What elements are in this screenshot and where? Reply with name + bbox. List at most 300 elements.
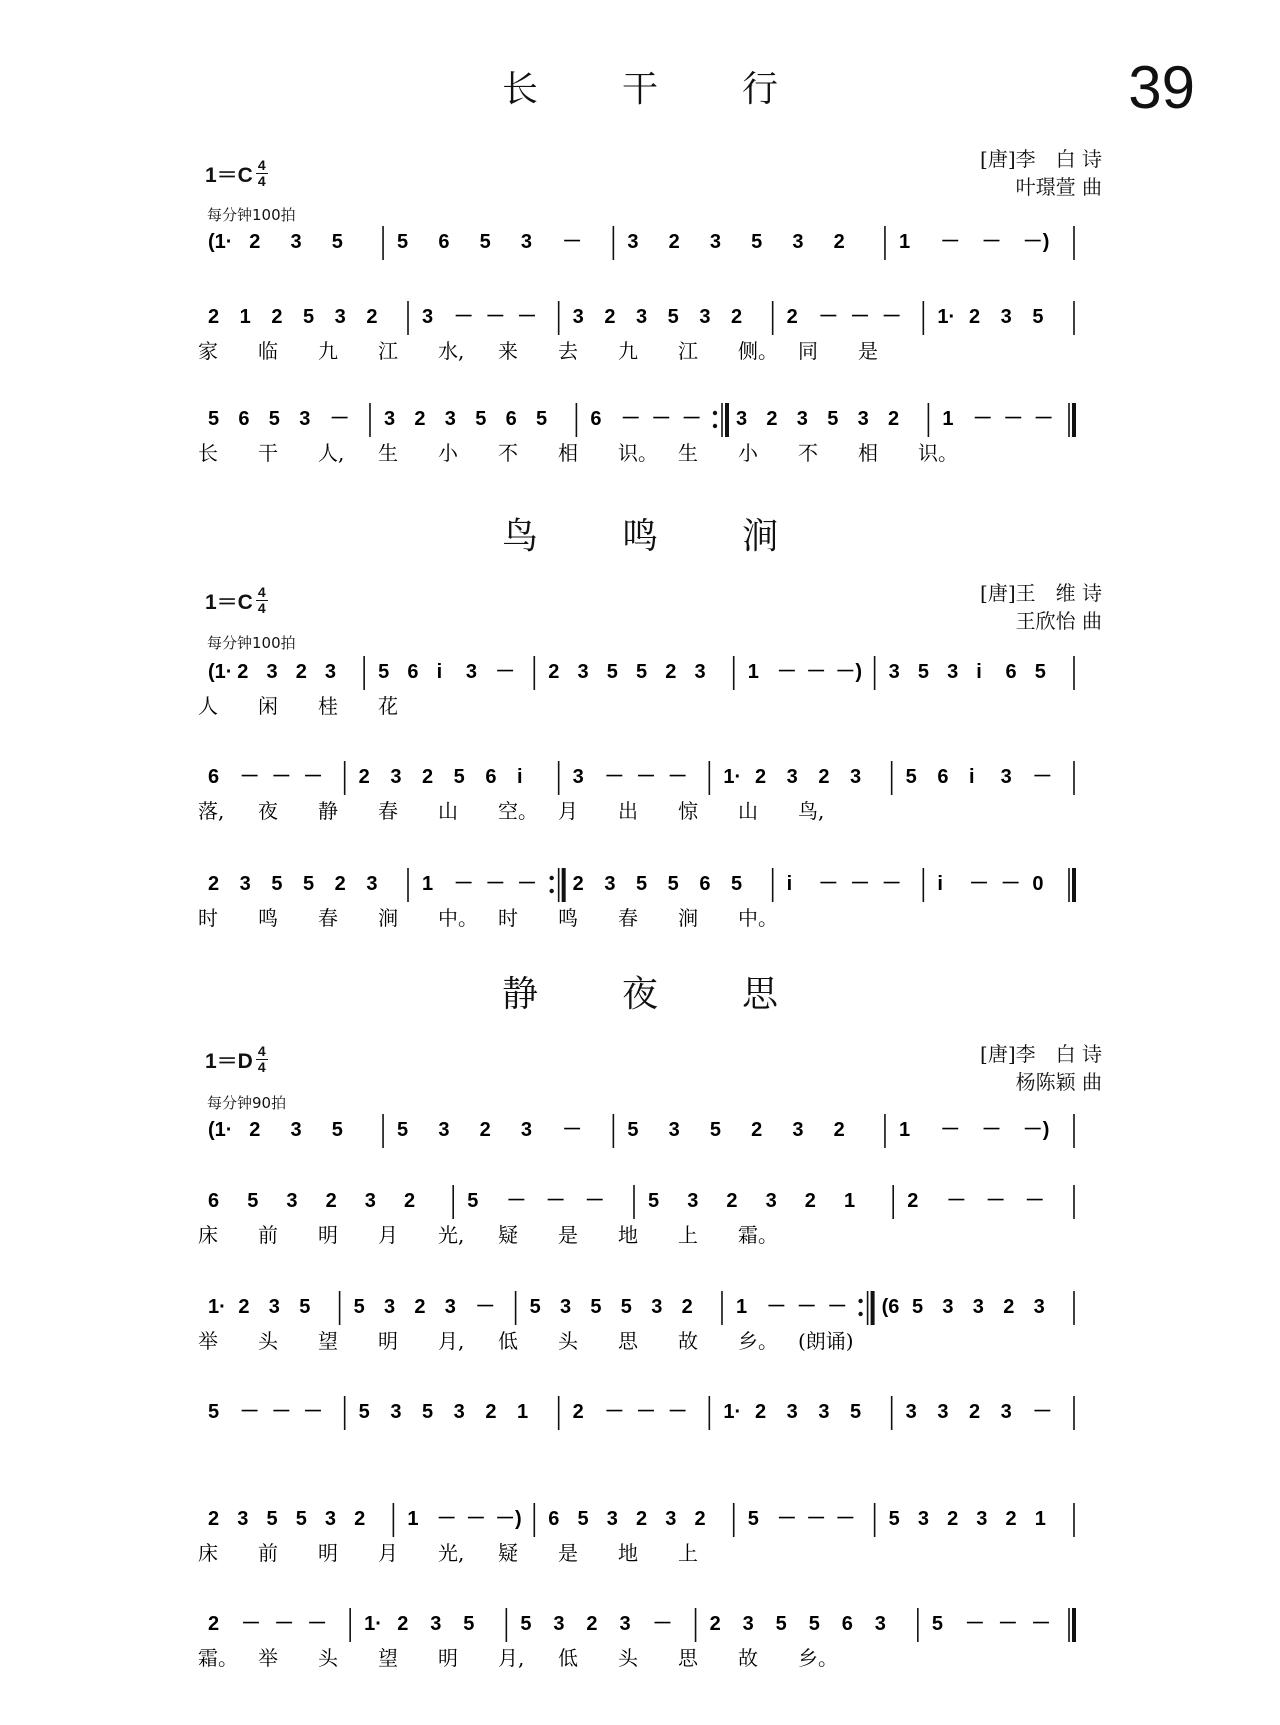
note: 5 bbox=[475, 408, 487, 430]
lyric-word: 头 bbox=[618, 1646, 638, 1670]
lyric-word: 月, bbox=[438, 1329, 465, 1353]
lyric-word: 时 bbox=[498, 906, 518, 930]
note: 1 bbox=[942, 408, 954, 430]
tempo-1: 每分钟100拍 bbox=[207, 206, 296, 224]
lyric-word: 人, bbox=[318, 441, 345, 465]
note: 1 bbox=[898, 231, 911, 253]
note: 3 bbox=[888, 661, 900, 683]
note: － bbox=[651, 408, 672, 430]
note: 2 bbox=[422, 766, 434, 788]
note: － bbox=[985, 1190, 1006, 1212]
note: 2 bbox=[668, 231, 680, 253]
note: 5 bbox=[905, 766, 917, 788]
lyric-word: 低 bbox=[498, 1329, 518, 1353]
note: － bbox=[545, 1190, 566, 1212]
note: 3 bbox=[736, 408, 748, 430]
note: － bbox=[806, 661, 827, 683]
lyric-word: 月 bbox=[378, 1541, 398, 1565]
lyric-word: 是 bbox=[858, 339, 878, 363]
note: 6 bbox=[548, 1508, 560, 1530]
note: 2 bbox=[969, 306, 981, 328]
note: 5 bbox=[303, 873, 315, 895]
lyric-word: 相 bbox=[558, 441, 578, 465]
lyric-word: 夜 bbox=[258, 799, 278, 823]
note: 2 bbox=[888, 408, 900, 430]
lyric-word: 疑 bbox=[498, 1223, 518, 1247]
lyric-word: 人 bbox=[198, 694, 218, 718]
note: 2 bbox=[907, 1190, 919, 1212]
note: 6 bbox=[699, 873, 711, 895]
lyric-word: 月 bbox=[378, 1223, 398, 1247]
note: 5 bbox=[590, 1296, 602, 1318]
note: － bbox=[475, 1296, 496, 1318]
note: － bbox=[274, 1613, 295, 1635]
title-char: 涧 bbox=[742, 516, 779, 557]
note: 5 bbox=[536, 408, 548, 430]
lyric-word: 望 bbox=[378, 1646, 398, 1670]
note: － bbox=[835, 1508, 856, 1530]
credit-composer-2: 王欣怡 曲 bbox=[1015, 609, 1102, 633]
note: 1 bbox=[747, 661, 759, 683]
note: i bbox=[436, 661, 443, 683]
note: 3 bbox=[422, 306, 434, 328]
note: 3 bbox=[444, 1296, 456, 1318]
note: 3 bbox=[465, 661, 477, 683]
note: 2 bbox=[731, 306, 743, 328]
note: 5 bbox=[648, 1190, 660, 1212]
note: 2 bbox=[572, 1401, 584, 1423]
note: 3 bbox=[665, 1508, 677, 1530]
note: 3 bbox=[384, 408, 396, 430]
repeat-barline bbox=[858, 1291, 872, 1325]
note: (1· bbox=[208, 231, 233, 253]
note: － bbox=[506, 1190, 527, 1212]
lyric-word: 春 bbox=[618, 906, 638, 930]
lyric-word: 来 bbox=[498, 339, 518, 363]
note: i bbox=[786, 873, 793, 895]
note: 5 bbox=[808, 1613, 820, 1635]
lyric-word: 是 bbox=[558, 1223, 578, 1247]
lyric-word: 思 bbox=[678, 1646, 698, 1670]
lyric-word: 光, bbox=[438, 1223, 465, 1247]
note: 2 bbox=[694, 1508, 706, 1530]
note: 5 bbox=[1034, 661, 1046, 683]
note: 5 bbox=[268, 408, 280, 430]
lyric-word: 霜。 bbox=[738, 1223, 778, 1247]
note: － bbox=[946, 1190, 967, 1212]
note: 3 bbox=[874, 1613, 886, 1635]
title-char: 思 bbox=[742, 974, 779, 1015]
note: 5 bbox=[620, 1296, 632, 1318]
note: 2 bbox=[208, 306, 220, 328]
note: i bbox=[937, 873, 943, 895]
note: － bbox=[818, 306, 839, 328]
note: 5 bbox=[271, 873, 283, 895]
meter-top: 4 bbox=[257, 584, 266, 600]
lyric-word: 床 bbox=[198, 1223, 218, 1247]
note: － bbox=[604, 1401, 625, 1423]
note: 5 bbox=[331, 1119, 343, 1141]
note: 3 bbox=[299, 408, 311, 430]
note: 2 bbox=[947, 1508, 959, 1530]
lyric-word: 前 bbox=[258, 1223, 278, 1247]
note: 5 bbox=[747, 1508, 759, 1530]
lyric-word: 侧。 bbox=[738, 339, 778, 363]
note: － bbox=[776, 1508, 797, 1530]
final-barline bbox=[1069, 1608, 1074, 1642]
note: 5 bbox=[636, 873, 648, 895]
note: 3 bbox=[651, 1296, 663, 1318]
note: 5 bbox=[453, 766, 465, 788]
note: － bbox=[796, 1296, 817, 1318]
lyric-word: 时 bbox=[198, 906, 218, 930]
note: 5 bbox=[912, 1296, 924, 1318]
note: － bbox=[636, 766, 656, 788]
note: 2 bbox=[295, 661, 307, 683]
page-number: 39 bbox=[1128, 54, 1195, 121]
lyric-word: 前 bbox=[258, 1541, 278, 1565]
note: 3 bbox=[1033, 1296, 1045, 1318]
note: 5 bbox=[775, 1613, 787, 1635]
note: 3 bbox=[619, 1613, 631, 1635]
note: 2 bbox=[414, 408, 426, 430]
note: － bbox=[307, 1613, 328, 1635]
note: 2 bbox=[755, 766, 767, 788]
note: 3 bbox=[604, 873, 616, 895]
note: 2 bbox=[833, 1119, 845, 1141]
note: － bbox=[239, 766, 260, 788]
lyric-word: 中。 bbox=[738, 906, 778, 930]
meter-top: 4 bbox=[257, 157, 266, 173]
note: 2 bbox=[271, 306, 283, 328]
note: 1 bbox=[898, 1119, 911, 1141]
note: 5 bbox=[529, 1296, 541, 1318]
note: 3 bbox=[1000, 306, 1012, 328]
note: 6 bbox=[590, 408, 602, 430]
note: － bbox=[1030, 1613, 1051, 1635]
lyric-word: 春 bbox=[378, 799, 398, 823]
credit-poet-3: [唐]李 白 诗 bbox=[980, 1042, 1102, 1066]
meter-bottom: 4 bbox=[257, 600, 266, 616]
note: 2 bbox=[755, 1401, 767, 1423]
note: 3 bbox=[560, 1296, 572, 1318]
note: －) bbox=[835, 661, 863, 683]
note: － bbox=[940, 231, 961, 253]
note: 2 bbox=[366, 306, 378, 328]
note: 2 bbox=[404, 1190, 416, 1212]
note: － bbox=[964, 1613, 985, 1635]
note: 3 bbox=[430, 1613, 442, 1635]
lyric-word: 霜。 bbox=[198, 1646, 238, 1670]
lyric-word: 小 bbox=[738, 441, 758, 465]
note: 5 bbox=[208, 408, 220, 430]
note: － bbox=[850, 306, 870, 328]
tempo-3: 每分钟90拍 bbox=[207, 1094, 287, 1112]
note: － bbox=[1032, 1401, 1053, 1423]
note: 5 bbox=[479, 231, 491, 253]
lyric-word: 静 bbox=[318, 799, 338, 823]
lyric-word: 乡。 bbox=[738, 1329, 778, 1353]
note: 6 bbox=[485, 766, 497, 788]
note: 5 bbox=[295, 1508, 307, 1530]
note: i bbox=[517, 766, 523, 788]
note: 3 bbox=[786, 766, 798, 788]
note: 2 bbox=[208, 873, 220, 895]
note: i bbox=[969, 766, 975, 788]
lyric-word: 小 bbox=[438, 441, 458, 465]
lyric-word: 同 bbox=[798, 339, 818, 363]
note: 1 bbox=[736, 1296, 748, 1318]
note: 3 bbox=[627, 231, 639, 253]
note: 6 bbox=[208, 766, 220, 788]
note: 2 bbox=[681, 1296, 693, 1318]
note: 2 bbox=[1003, 1296, 1015, 1318]
title-char: 干 bbox=[621, 69, 658, 110]
lyric-word: 生 bbox=[678, 441, 698, 465]
note: 3 bbox=[942, 1296, 954, 1318]
note: － bbox=[453, 873, 474, 895]
note: － bbox=[620, 408, 641, 430]
note: 2 bbox=[572, 873, 584, 895]
note: － bbox=[485, 306, 506, 328]
note: － bbox=[969, 873, 989, 895]
meter-bottom: 4 bbox=[257, 1059, 266, 1075]
note: 3 bbox=[553, 1613, 565, 1635]
note: 1 bbox=[422, 873, 434, 895]
note: 2 bbox=[208, 1508, 220, 1530]
note: 3 bbox=[937, 1401, 949, 1423]
note: (1· bbox=[208, 1119, 233, 1141]
note: － bbox=[881, 873, 902, 895]
note: 2 bbox=[751, 1119, 763, 1141]
note: 3 bbox=[438, 1119, 450, 1141]
note: － bbox=[940, 1119, 961, 1141]
note: i bbox=[976, 661, 982, 683]
note: 3 bbox=[334, 306, 346, 328]
lyric-word: 临 bbox=[258, 339, 278, 363]
note: － bbox=[465, 1508, 486, 1530]
lyric-word: 九 bbox=[618, 339, 638, 363]
title-char: 夜 bbox=[621, 974, 658, 1015]
lyric-word: 举 bbox=[258, 1646, 278, 1670]
lyric-word: 头 bbox=[318, 1646, 338, 1670]
note: 6 bbox=[937, 766, 949, 788]
note: － bbox=[981, 1119, 1002, 1141]
note: － bbox=[517, 306, 537, 328]
note: 1 bbox=[239, 306, 251, 328]
note: 3 bbox=[792, 1119, 804, 1141]
note: 6 bbox=[505, 408, 517, 430]
lyric-word: 山 bbox=[738, 799, 758, 823]
note: 3 bbox=[976, 1508, 988, 1530]
lyric-word: 长 bbox=[198, 441, 218, 465]
note: 3 bbox=[520, 231, 532, 253]
note: 2 bbox=[969, 1401, 981, 1423]
note: － bbox=[1003, 408, 1024, 430]
note: 3 bbox=[857, 408, 869, 430]
note: 3 bbox=[239, 873, 251, 895]
note: 3 bbox=[742, 1613, 754, 1635]
lyric-word: 鸣 bbox=[558, 906, 578, 930]
note: 3 bbox=[765, 1190, 777, 1212]
lyric-word: 出 bbox=[618, 799, 638, 823]
note: － bbox=[972, 408, 993, 430]
note: 1· bbox=[364, 1613, 382, 1635]
lyric-word: 涧 bbox=[378, 906, 398, 930]
note: 2 bbox=[249, 231, 261, 253]
lyric-word: 故 bbox=[738, 1646, 758, 1670]
note: 2 bbox=[397, 1613, 409, 1635]
note: 3 bbox=[364, 1190, 376, 1212]
title-char: 静 bbox=[501, 974, 538, 1015]
note: 3 bbox=[286, 1190, 298, 1212]
repeat-barline bbox=[713, 403, 727, 437]
repeat-barline bbox=[549, 868, 563, 902]
note: 5 bbox=[397, 231, 409, 253]
lyric-word: 空。 bbox=[498, 799, 538, 823]
lyric-word: 不 bbox=[498, 441, 518, 465]
title-char: 鸣 bbox=[621, 516, 658, 557]
note: 6 bbox=[407, 661, 419, 683]
key-label: 1＝C bbox=[205, 590, 253, 614]
lyric-word: 地 bbox=[618, 1541, 638, 1565]
note: 3 bbox=[818, 1401, 830, 1423]
note: － bbox=[1033, 408, 1054, 430]
lyric-word: 涧 bbox=[678, 906, 698, 930]
note: 2 bbox=[604, 306, 616, 328]
note: 3 bbox=[266, 661, 278, 683]
note: 3 bbox=[384, 1296, 396, 1318]
note: 2 bbox=[766, 408, 778, 430]
lyric-word: 水, bbox=[438, 339, 465, 363]
note: － bbox=[329, 408, 350, 430]
note: 6 bbox=[208, 1190, 220, 1212]
note: － bbox=[667, 766, 688, 788]
note: 3 bbox=[972, 1296, 984, 1318]
lyric-word: 干 bbox=[258, 441, 278, 465]
note: － bbox=[303, 766, 323, 788]
note: 2 bbox=[354, 1508, 366, 1530]
note: 5 bbox=[850, 1401, 862, 1423]
note: －) bbox=[1022, 1119, 1050, 1141]
note: 3 bbox=[947, 661, 959, 683]
lyric-word: 鸟, bbox=[798, 799, 825, 823]
note: 5 bbox=[667, 873, 679, 895]
lyric-word: 乡。 bbox=[798, 1646, 838, 1670]
lyric-word: (朗诵) bbox=[798, 1329, 854, 1353]
note: 1 bbox=[1034, 1508, 1046, 1530]
note: 5 bbox=[467, 1190, 479, 1212]
note: － bbox=[495, 661, 516, 683]
note: 1 bbox=[517, 1401, 529, 1423]
note: 2 bbox=[636, 1508, 648, 1530]
note: 1 bbox=[407, 1508, 419, 1530]
note: 5 bbox=[1032, 306, 1044, 328]
lyric-word: 头 bbox=[558, 1329, 578, 1353]
note: 1· bbox=[723, 766, 742, 788]
note: －) bbox=[495, 1508, 522, 1530]
lyric-word: 上 bbox=[678, 1541, 698, 1565]
note: 3 bbox=[1000, 1401, 1012, 1423]
note: 3 bbox=[687, 1190, 699, 1212]
note: 3 bbox=[268, 1296, 280, 1318]
note: 5 bbox=[577, 1508, 589, 1530]
final-barline bbox=[1069, 403, 1074, 437]
note: 2 bbox=[786, 306, 798, 328]
note: － bbox=[1024, 1190, 1045, 1212]
note: 5 bbox=[827, 408, 839, 430]
note: 5 bbox=[266, 1508, 278, 1530]
note: － bbox=[453, 306, 474, 328]
note: 3 bbox=[572, 306, 584, 328]
note: － bbox=[681, 408, 702, 430]
lyric-word: 花 bbox=[378, 694, 398, 718]
note: 3 bbox=[694, 661, 706, 683]
note: 6 bbox=[238, 408, 250, 430]
note: 5 bbox=[751, 231, 763, 253]
note: －) bbox=[1022, 231, 1050, 253]
note: 6 bbox=[438, 231, 450, 253]
note: － bbox=[827, 1296, 848, 1318]
note: 5 bbox=[931, 1613, 943, 1635]
lyric-word: 举 bbox=[198, 1329, 218, 1353]
lyric-word: 是 bbox=[558, 1541, 578, 1565]
note: 5 bbox=[303, 306, 315, 328]
note: － bbox=[1000, 873, 1021, 895]
key-label: 1＝C bbox=[205, 163, 253, 187]
note: 2 bbox=[237, 661, 249, 683]
note: － bbox=[562, 1119, 583, 1141]
lyric-word: 春 bbox=[318, 906, 338, 930]
note: 3 bbox=[905, 1401, 917, 1423]
note: － bbox=[584, 1190, 605, 1212]
note: － bbox=[517, 873, 537, 895]
note: 2 bbox=[249, 1119, 261, 1141]
credit-composer-1: 叶璟萱 曲 bbox=[1015, 175, 1102, 199]
note: 3 bbox=[699, 306, 711, 328]
note: (1· bbox=[208, 661, 233, 683]
note: 3 bbox=[324, 661, 337, 683]
note: 2 bbox=[414, 1296, 426, 1318]
note: 3 bbox=[668, 1119, 680, 1141]
note: 5 bbox=[358, 1401, 370, 1423]
lyric-word: 思 bbox=[618, 1329, 638, 1353]
note: 3 bbox=[796, 408, 808, 430]
note: 2 bbox=[325, 1190, 337, 1212]
lyric-word: 明 bbox=[438, 1646, 458, 1670]
credit-poet-2: [唐]王 维 诗 bbox=[980, 581, 1102, 605]
note: 5 bbox=[520, 1613, 532, 1635]
note: 2 bbox=[709, 1613, 721, 1635]
note: 6 bbox=[1005, 661, 1017, 683]
note: － bbox=[776, 661, 797, 683]
note: 3 bbox=[444, 408, 456, 430]
note: 5 bbox=[353, 1296, 365, 1318]
note: 3 bbox=[917, 1508, 929, 1530]
note: 1· bbox=[937, 306, 956, 328]
credit-poet-1: [唐]李 白 诗 bbox=[980, 147, 1102, 171]
lyric-word: 地 bbox=[618, 1223, 638, 1247]
note: － bbox=[850, 873, 870, 895]
lyric-word: 故 bbox=[678, 1329, 698, 1353]
note: 1· bbox=[208, 1296, 226, 1318]
lyric-word: 不 bbox=[798, 441, 818, 465]
note: 5 bbox=[208, 1401, 220, 1423]
note: 3 bbox=[1000, 766, 1012, 788]
lyric-word: 江 bbox=[378, 339, 398, 363]
note: 3 bbox=[390, 1401, 402, 1423]
note: 5 bbox=[299, 1296, 311, 1318]
